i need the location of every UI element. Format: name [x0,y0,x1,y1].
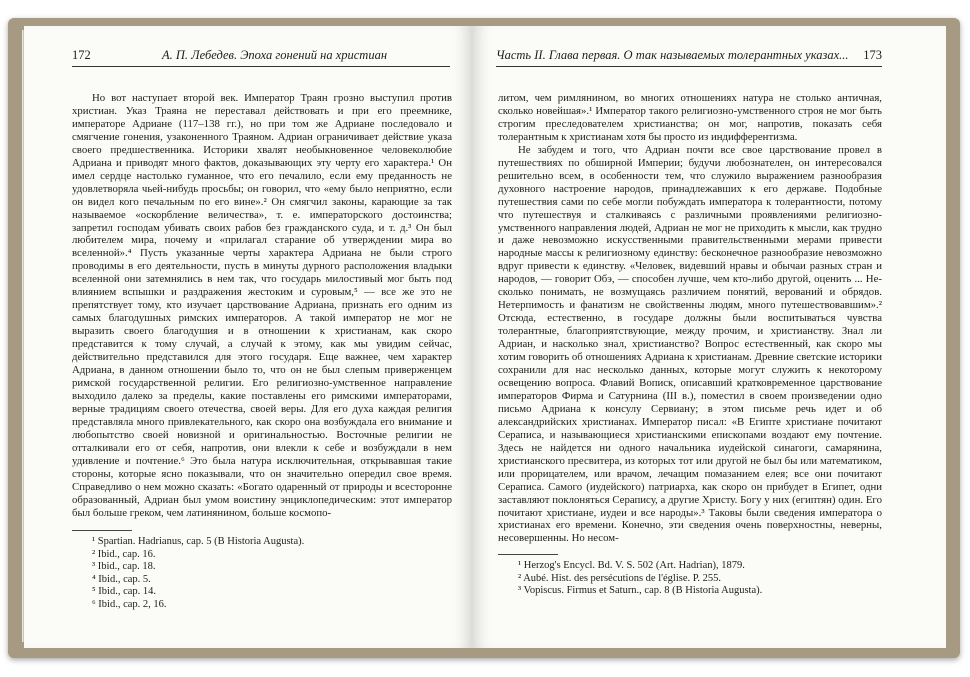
right-body-text [498,92,882,545]
left-footnotes [92,536,304,612]
right-page-number: 173 [863,48,882,62]
right-running-head: Часть II. Глава первая. О так называемых толерантных указах... [496,48,849,62]
left-page-number: 172 [72,48,91,62]
footnote: ⁶ Ibid., cap. 2, 16. [92,598,167,610]
left-footnote-rule [72,530,132,531]
left-paragraph: Но вот наступает второй век. Император Траян грозно выступил против христиан. Указ Траяна не переставал действовать и при его преемнике, императоре Адриане (117–138 гг.), но при том же Адриане последовало и смягчение гонения, узаконенного Траяном. Адриан ограничивает действие указа своего предшественника. Историки хвалят необыкновенное человеколюбие Адриана и приводят много фактов, доказывающих эту черту его характера.¹ Он имел сердце настолько гуманное, что его печалило, если ему преданность не удовлетворяла чьей-нибудь просьбы; он говорил, что «ему было неприятно, если он видел кого печальным по его вине».² Он смягчил законы, карающие за так называемое «оскорбление величества», т. е. императорского достоинства; запретил господам убивать своих рабов без гражданского суда, и т. д.³ Он был любителем мира, почему и «прилагал старание об утверждении мира во вселенной».⁴ Пусть указанные черты характера Адриана не были строго проводимы в его деятельности, пусть в минуты дурного расположения владыки вселенной они затемнялись в нем так, что государь милостивый мог быть под влиянием вспышки и раздражения жестоким и суровым,⁵ — все же это не препятствует тому, кто изучает царствование Адриана, признать его одним из самых благодушных римских императоров. А такой император не мог не выразить своего благодушия и в отношении к христианам, как скоро представится к тому случай, а случай к этому, как мы увидим сейчас, действительно представился для этого государя. Еще важнее, чем характер Адриана, в данном отношении было то, что он не был слепым приверженцем римской государственной религии. Его религиозно-умственное направление выходило далеко за пределы, какие поставлены его римскими императорами, верные традициям своего отечества, своей веры. Для его духа каждая религия представляла много привлекательного, как скоро она возбуждала его внимание и любопытство своей новизной и оригинальностью. Восточные религии не отталкивали его от себя, напротив, они влекли к себе и возбуждали в нем удивление и почтение.⁶ Это была натура исключительная, открывавшая такие стороны, которые ясно показывали, что он значительно опередил свое время. Справедливо о нем можно сказать: «Богато одаренный от природы и всесторонне образованный, Адриан был умом воистину энциклопедическим: этот император был больше греком, чем латинянином, больше космопо- [72,92,452,519]
footnote: ² Ibid., cap. 16. [92,548,156,560]
right-footnotes [518,560,762,598]
footnote: ⁵ Ibid., cap. 14. [92,586,157,598]
footnote: ⁴ Ibid., cap. 5. [92,573,151,585]
footnote: ¹ Herzog's Encycl. Bd. V. S. 502 (Art. Hadrian), 1879. [518,560,745,571]
left-body-text [72,92,452,519]
left-running-head: А. П. Лебедев. Эпоха гонений на христиан [162,48,388,62]
footnote: ³ Vopiscus. Firmus et Saturn., cap. 8 (В Historia Augusta). [518,585,763,597]
footnote: ² Aubé. Hist. des persécutions de l'église. P. 255. [518,572,722,584]
footnote: ³ Ibid., cap. 18. [92,561,156,573]
right-footnote-rule [498,554,558,555]
footnote: ¹ Spartian. Hadrianus, cap. 5 (В Historia Augusta). [92,536,305,547]
right-running-header [496,46,882,67]
right-paragraph: Не забудем и того, что Адриан почти все свое царствование провел в путешествиях по обширной Империи; будучи любознателен, он интересовался решительно всем, в особенности тем, что служило выражением разнообразия духовного настроение народов, принадлежавших к его державе. Подобные путешествия сами по себе могли побуждать императора к толерантности, потому что путешествуя и сталкиваясь с различными проявлениями религиозно-умственного направления людей, Адриан не мог не приходить к мысли, как трудно и даже невозможно искусственными правительственными мерами привести народные массы к религиозному единству: бесконечное разнообразие невозможно вдруг привести к единству. «Человек, видевший нравы и обычаи разных стран и народов, — говорит Обэ, — способен лучше, чем кто-либо другой, оценить ... Не-сколько понимать, не возмущаясь различием понятий, верований и обрядов. Нетерпимость и фанатизм не свойственны людям, много путешествовавшим».² Отсюда, естественно, в государе должны были воспитываться чувства толерантные, благоприятствующие, между прочим, и христианству. Знал ли Адриан, и насколько знал, христианство? Вопрос естественный, как скоро мы хотим говорить об отношениях Адриана к христианам. Древние светские историки сохранили для нас несколько данных, которые могут служить к некоторому освещению вопроса. Флавий Вописк, описавший кратковременное царствование императоров Фирма и Сатурнина (III в.), поместил в своем произведении одно письмо Адриана к консулу Сервиану; в этом письме речь идет и об александрийских христианах. Император писал: «В Египте христиане почитают Сераписа, и называющиеся христианскими епископами воздают ему почтение. Здесь не найдется ни одного начальника иудейской синагоги, самарянина, христианского пресвитера, из которых тот или другой не был бы или математиком, или прорицателем, или врачом, лечащим помазанием елея; все они почитают Сераписа. Самого (иудейского) патриарха, как скоро он прибудет в Египет, одни заставляют поклоняться Серапису, а другие Христу. Богу у них (египтян) один. Его почитают христиане, иудеи и все народы».³ Таковы были сведения императора о христианах его времени. Конечно, эти сведения очень поверхностны, неверны, несовершенны. Но несом- [498,143,882,545]
left-running-header [72,46,450,67]
right-paragraph: литом, чем римлянином, во многих отношениях натура не столько античная, сколько новейшая».¹ Император такого религиозно-умственного строя не мог быть строгим преследователем христианства; он мог, напротив, показать себя толерантным к христианам хотя бы просто из индифферентизма. [498,92,882,143]
